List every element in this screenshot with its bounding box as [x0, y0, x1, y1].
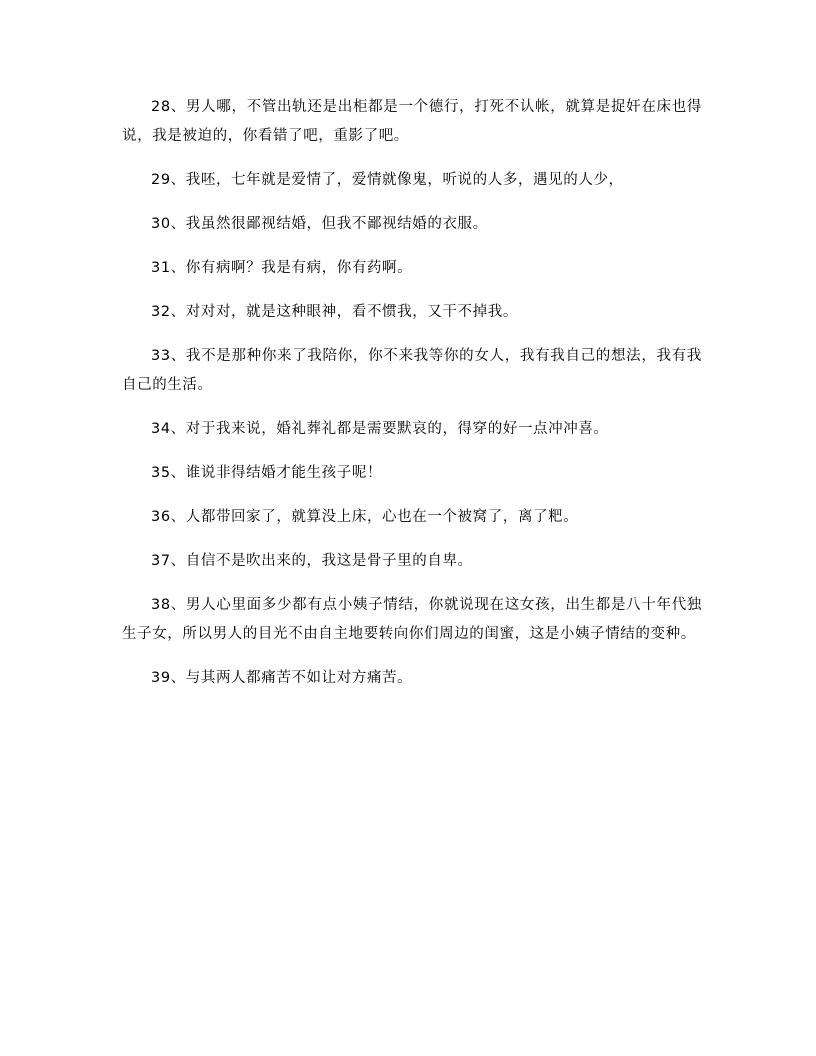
paragraph-36: 36、人都带回家了，就算没上床，心也在一个被窝了，离了粑。	[151, 509, 579, 525]
paragraph-30: 30、我虽然很鄙视结婚，但我不鄙视结婚的衣服。	[151, 216, 488, 232]
paragraph-32: 32、对对对，就是这种眼神，看不惯我，又干不掉我。	[151, 304, 518, 320]
paragraph-29: 29、我呸，七年就是爱情了，爱情就像鬼，听说的人多，遇见的人少，	[151, 172, 624, 188]
document-body	[122, 93, 702, 708]
paragraph-31: 31、你有病啊？我是有病，你有药啊。	[151, 260, 413, 276]
paragraph-35: 35、谁说非得结婚才能生孩子呢！	[151, 465, 383, 481]
paragraph-39: 39、与其两人都痛苦不如让对方痛苦。	[151, 670, 413, 686]
paragraph-37: 37、自信不是吹出来的，我这是骨子里的自卑。	[151, 553, 473, 569]
paragraph-38: 38、男人心里面多少都有点小姨子情结，你就说现在这女孩，出生都是八十年代独生子女，所以男人的目光不由自主地要转向你们周边的闺蜜，这是小姨子情结的变种。	[122, 597, 702, 642]
paragraph-34: 34、对于我来说，婚礼葬礼都是需要默哀的，得穿的好一点冲冲喜。	[151, 421, 609, 437]
paragraph-33: 33、我不是那种你来了我陪你，你不来我等你的女人，我有我自己的想法，我有我自己的生活。	[122, 348, 702, 393]
paragraph-28: 28、男人哪，不管出轨还是出柜都是一个德行，打死不认帐，就算是捉奸在床也得说，我是被迫的，你看错了吧，重影了吧。	[122, 99, 702, 144]
